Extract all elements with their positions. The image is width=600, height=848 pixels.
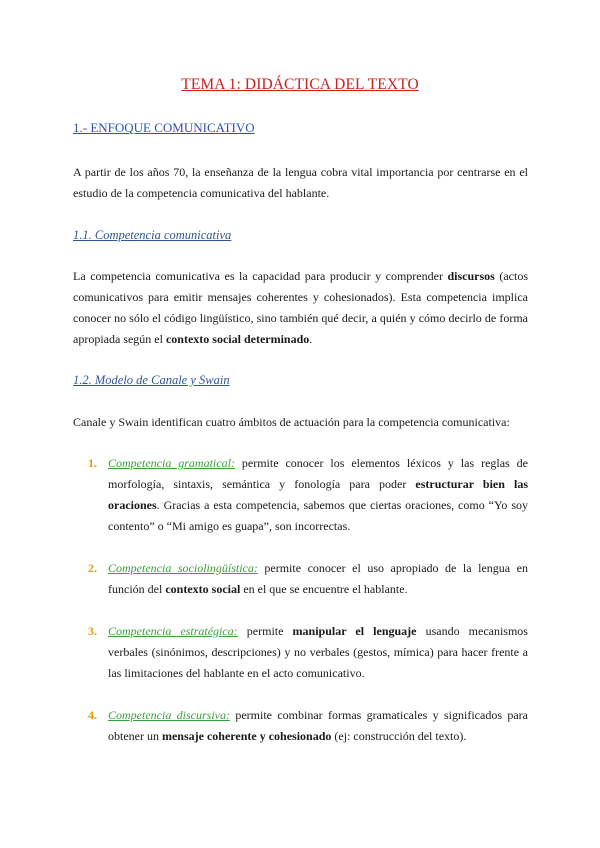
subsection-heading-competencia: 1.1. Competencia comunicativa	[73, 228, 232, 242]
bold-term-discursos: discursos	[447, 269, 495, 283]
bold-term: estructurar bien las oraciones	[108, 477, 528, 512]
text-run: permite conocer el uso apropiado de la lengua en función del	[108, 561, 528, 596]
text-run: .	[309, 332, 313, 346]
text-run: (ej: construcción del texto).	[331, 729, 467, 743]
section-heading-enfoque: 1.- ENFOQUE COMUNICATIVO	[73, 120, 255, 135]
bold-term: mensaje coherente y cohesionado	[161, 729, 332, 743]
bold-term-contexto: contexto social determinado	[165, 332, 310, 346]
list-item	[88, 705, 528, 747]
text-run: usando mecanismos verbales (sinónimos, descripciones) y no verbales (gestos, mímica) para hacer frente a las limitaciones del hablante en el acto comunicativo.	[108, 624, 528, 680]
bold-term: contexto social	[165, 582, 241, 596]
term-label: Competencia discursiva:	[108, 708, 230, 722]
text-run: permite combinar formas gramaticales y significados para obtener un	[108, 708, 528, 743]
text-run: . Gracias a esta competencia, sabemos que ciertas oraciones, como “Yo soy contento” o “Mi amigo es guapa”, son incorrectas.	[108, 498, 528, 533]
text-run: permite conocer los elementos léxicos y las reglas de morfología, sintaxis, semántica y fonología para poder	[108, 456, 528, 491]
text-run: en el que se encuentre el hablante.	[240, 582, 408, 596]
page-title: TEMA 1: DIDÁCTICA DEL TEXTO	[181, 76, 419, 93]
list-number: 2.	[88, 561, 97, 575]
list-item	[88, 453, 528, 537]
list-number: 1.	[88, 456, 97, 470]
list-item	[88, 558, 528, 600]
intro-paragraph: A partir de los años 70, la enseñanza de la lengua cobra vital importancia por centrarse en el estudio de la competencia comunicativa del hablante.	[73, 165, 528, 200]
term-label: Competencia estratégica:	[108, 624, 238, 638]
text-run: (actos comunicativos para emitir mensajes coherentes y cohesionados). Esta competencia implica conocer no sólo el código lingüístico, sino también qué decir, a quién y cómo decirlo de forma apropiada según el	[73, 269, 528, 346]
term-label: Competencia gramatical:	[108, 456, 235, 470]
text-run: permite	[237, 624, 293, 638]
competencia-paragraph	[73, 266, 528, 350]
term-label: Competencia sociolingüística:	[108, 561, 258, 575]
text-run: La competencia comunicativa es la capacidad para producir y comprender	[73, 269, 448, 283]
list-number: 4.	[88, 708, 97, 722]
list-item	[88, 621, 528, 684]
subsection-heading-modelo: 1.2. Modelo de Canale y Swain	[73, 373, 230, 387]
bold-term: manipular el lenguaje	[292, 624, 417, 638]
list-number: 3.	[88, 624, 97, 638]
modelo-intro: Canale y Swain identifican cuatro ámbitos de actuación para la competencia comunicativa:	[73, 415, 510, 429]
